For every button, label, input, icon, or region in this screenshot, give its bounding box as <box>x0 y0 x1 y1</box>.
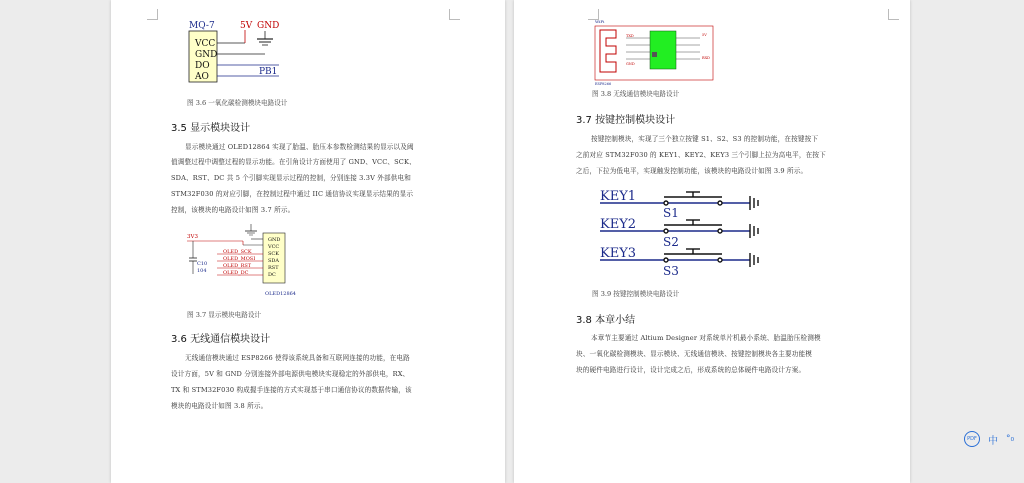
crop-mark-top-right <box>449 9 460 20</box>
pin-gnd: GND <box>195 50 218 60</box>
label-c10: C10 <box>197 261 208 267</box>
section-3-6-line-1: 无线通信模块通过 ESP8266 使得该系统具备和互联网连接的功能，在电路 <box>185 354 410 362</box>
net-oled-sck: OLED_SCK <box>223 249 252 255</box>
pin-gnd: GND <box>268 237 281 243</box>
heading-section-3-5: 3.5 显示模块设计 <box>171 123 251 134</box>
section-3-8-line-2: 块、一氧化碳检测模块、显示模块、无线通信模块、按键控制模块各主要功能模 <box>576 350 813 358</box>
pin-dc: DC <box>268 272 276 278</box>
section-3-5-line-4: STM32F030 的对应引脚，在控制过程中通过 IIC 通信协议实现显示结果的显示 <box>171 190 414 198</box>
label-mq7: MQ-7 <box>189 21 215 31</box>
section-3-6-line-3: TX 和 STM32F030 构成握手连接的方式实现基于串口通信协议的数据传输，该 <box>171 386 412 394</box>
heading-section-3-8: 3.8 本章小结 <box>576 315 636 326</box>
section-3-8-line-1: 本章节主要通过 Altium Designer 对系统单片机最小系统、胎温胎压检测模 <box>591 334 821 342</box>
heading-section-3-6: 3.6 无线通信模块设计 <box>171 334 271 345</box>
label-esp8266: ESP8266 <box>595 82 612 86</box>
section-3-5-line-2: 值调整过程中调整过程的显示功能。在引角设计方面使用了 GND、VCC、SCK、 <box>171 158 416 166</box>
pin-gnd: GND <box>626 62 635 66</box>
net-oled-rst: OLED_RST <box>223 263 252 269</box>
section-3-5-line-5: 控制，该模块的电路设计如图 3.7 所示。 <box>171 206 295 214</box>
section-3-6-line-4: 模块的电路设计如图 3.8 所示。 <box>171 402 268 410</box>
caption-fig-3-8: 图 3.8 无线通信模块电路设计 <box>592 90 680 98</box>
section-3-5-line-1: 显示模块通过 OLED12864 实现了胎温、胎压本参数检测结果的显示以及阈 <box>185 143 414 151</box>
label-oled12864: OLED12864 <box>265 291 296 297</box>
document-page-right <box>514 0 910 483</box>
pin-sck: SCK <box>268 251 279 257</box>
caption-fig-3-9: 图 3.9 按键控制模块电路设计 <box>592 290 680 298</box>
document-page-left <box>111 0 505 483</box>
crop-mark-top-left <box>147 9 158 20</box>
floating-toolbar <box>964 431 1014 447</box>
figure-3-9-key-schematic <box>598 184 778 280</box>
label-key1: KEY1 <box>600 189 637 204</box>
label-wifi: WiFi <box>595 19 605 24</box>
section-3-8-line-3: 块的硬件电路进行设计，设计完成之后，形成系统的总体硬件电路设计方案。 <box>576 366 806 374</box>
pin-txd: TXD <box>626 34 634 38</box>
pin-rxd: RXD <box>702 56 710 60</box>
label-104: 104 <box>197 268 207 274</box>
section-3-7-line-1: 按键控制模块，实现了三个独立按键 S1、S2、S3 的控制功能，在按键按下 <box>591 135 819 143</box>
more-options-icon[interactable]: °₀ <box>1006 434 1015 444</box>
figure-3-7-oled-schematic <box>183 224 333 302</box>
figure-3-6-mq7-schematic <box>183 19 293 87</box>
pin-5v: 5V <box>702 33 707 37</box>
crop-mark-top-right <box>888 9 899 20</box>
net-oled-mosi: OLED_MOSI <box>223 256 256 262</box>
net-oled-dc: OLED_DC <box>223 270 249 276</box>
section-3-5-line-3: SDA、RST、DC 共 5 个引脚实现显示过程的控制，分别连接 3.3V 外部供电和 <box>171 174 411 182</box>
language-toggle-button[interactable]: 中 <box>988 435 998 447</box>
heading-section-3-7: 3.7 按键控制模块设计 <box>576 115 676 126</box>
pin-do: DO <box>195 61 210 71</box>
caption-fig-3-6: 图 3.6 一氧化碳检测模块电路设计 <box>187 99 288 107</box>
caption-fig-3-7: 图 3.7 显示模块电路设计 <box>187 311 262 319</box>
label-key3: KEY3 <box>600 246 637 261</box>
pdf-tool-icon[interactable]: PDF <box>964 431 980 447</box>
pin-ao: AO <box>195 72 209 82</box>
label-3v3: 3V3 <box>187 234 198 240</box>
section-3-6-line-2: 设计方面，5V 和 GND 分别连接外部电源供电模块实现稳定的外部供电，RX、 <box>171 370 410 378</box>
section-3-7-line-3: 之后，下拉为低电平，实现触发控制功能，该模块的电路设计如图 3.9 所示。 <box>576 167 808 175</box>
pin-sda: SDA <box>268 258 280 264</box>
label-s1: S1 <box>663 206 679 220</box>
section-3-7-line-2: 之前对应 STM32F030 的 KEY1、KEY2、KEY3 三个引脚上拉为高电平，在按下 <box>576 151 826 159</box>
label-gnd: GND <box>257 21 280 31</box>
label-s2: S2 <box>663 235 679 249</box>
label-5v: 5V <box>240 21 253 31</box>
net-pb1: PB1 <box>259 67 278 77</box>
figure-3-8-esp8266-schematic <box>592 16 722 86</box>
pin-vcc: VCC <box>195 39 216 49</box>
pin-vcc: VCC <box>268 244 280 250</box>
label-s3: S3 <box>663 264 679 278</box>
pin-rst: RST <box>268 265 279 271</box>
label-key2: KEY2 <box>600 217 637 232</box>
